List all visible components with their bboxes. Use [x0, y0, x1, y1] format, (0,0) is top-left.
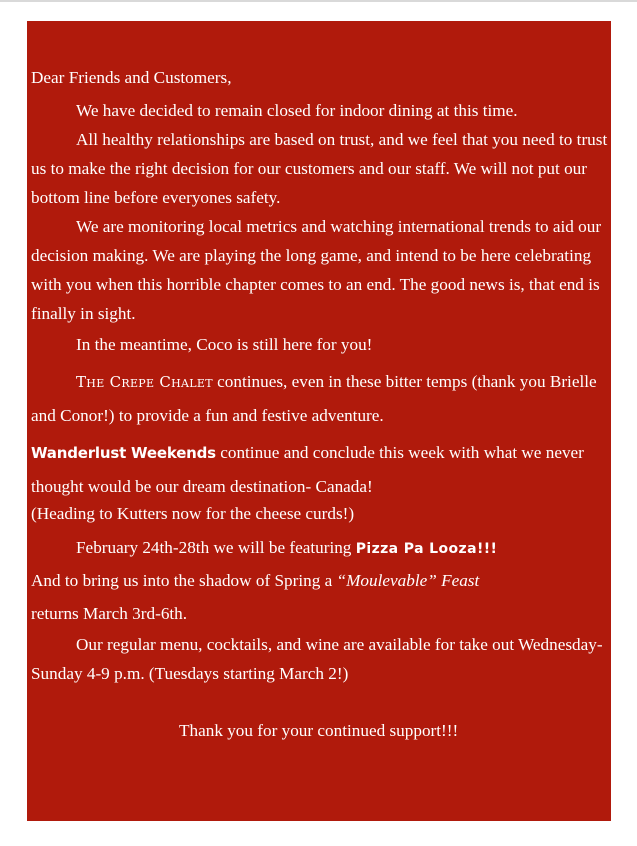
pizza-pa-looza: Pizza Pa Looza!!! [355, 541, 498, 557]
greeting: Dear Friends and Customers, [31, 68, 232, 87]
letter-panel [27, 21, 611, 821]
paragraph-pizza [31, 533, 609, 564]
feast-dates: returns March 3rd-6th. [31, 604, 188, 623]
feast-text: And to bring us into the shadow of Spring a [31, 571, 337, 590]
paragraph-meantime: In the meantime, Coco is still here for you! [76, 335, 373, 354]
paragraph-kutters-note: (Heading to Kutters now for the cheese curds!) [31, 504, 355, 523]
paragraph-feast [31, 564, 609, 597]
paragraph-takeout: Our regular menu, cocktails, and wine are available for take out Wednesday- Sunday 4-9 p.m. (Tuesdays starting March 2!) [31, 635, 603, 683]
thanks-line: Thank you for your continued support!!! [179, 721, 459, 740]
moulevable-feast: “Moulevable” Feast [336, 571, 480, 590]
paragraph-metrics: We are monitoring local metrics and watching international trends to aid our decision making. We are playing the long game, and intend to be here celebrating with you when this horrible chapter comes to an end. The good news is, that end is finally in sight. [31, 217, 602, 323]
paragraph-closed: We have decided to remain closed for indoor dining at this time. [76, 101, 518, 120]
top-divider [0, 0, 637, 2]
wanderlust-name: Wanderlust Weekends [31, 444, 216, 462]
paragraph-crepe-chalet [31, 365, 609, 432]
pizza-text: February 24th-28th we will be featuring [76, 538, 356, 557]
crepe-chalet-name: The Crepe Chalet [76, 373, 213, 391]
crepe-chalet-text: continues, even in these bitter temps (thank you Brielle and Conor!) to provide a fun and festive adventure. [31, 372, 597, 425]
paragraph-wanderlust [31, 436, 609, 503]
paragraph-trust: All healthy relationships are based on trust, and we feel that you need to trust us to make the right decision for our customers and our staff. We will not put our bottom line before everyones safety. [31, 130, 608, 207]
wanderlust-text: continue and conclude this week with what we never thought would be our dream destination- Canada! [31, 443, 584, 496]
